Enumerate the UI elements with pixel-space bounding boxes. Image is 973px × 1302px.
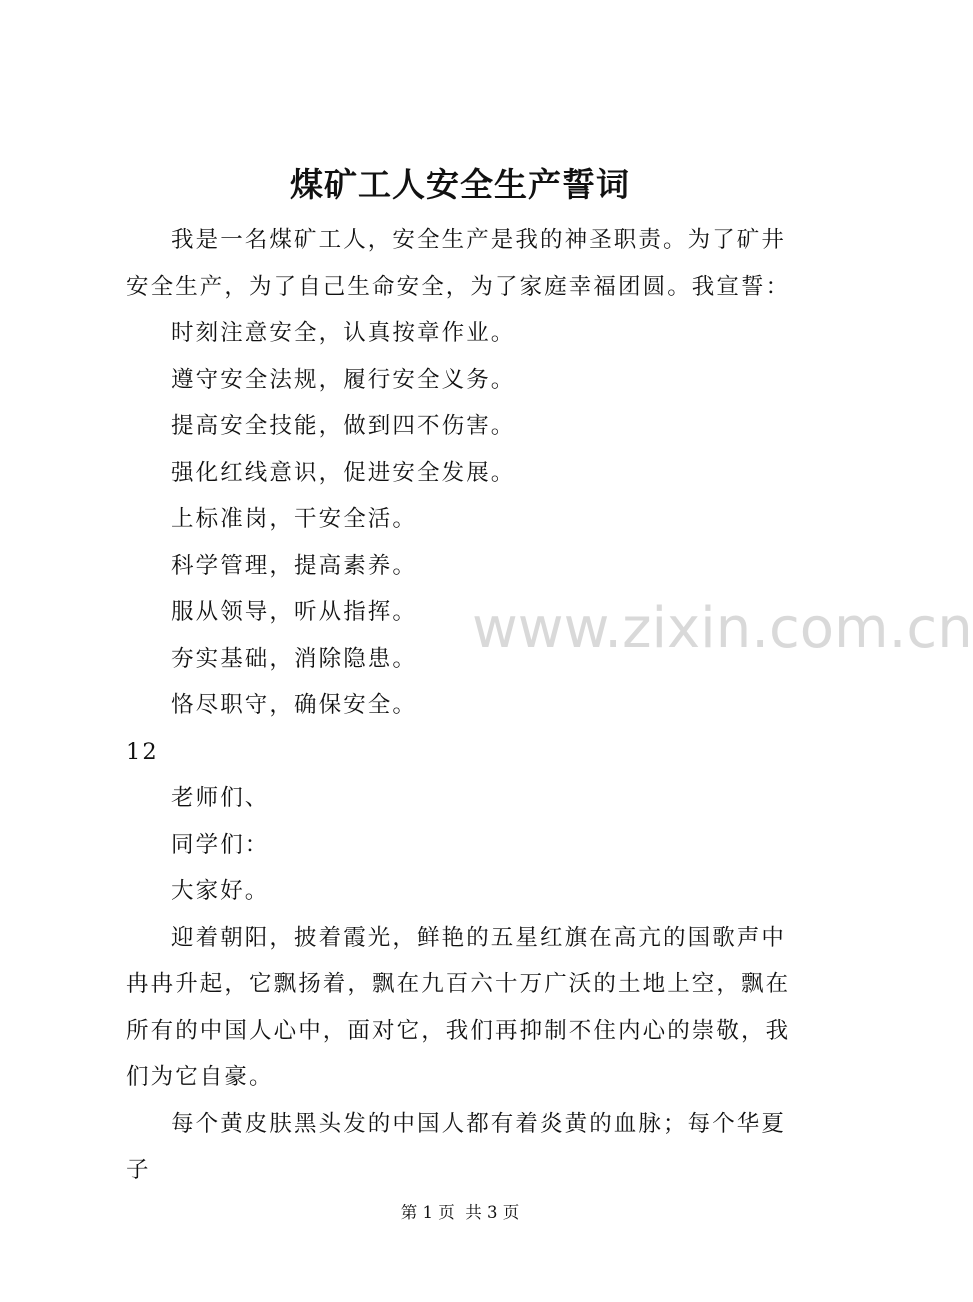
document-title: 煤矿工人安全生产誓词 [290,165,630,204]
paragraph: 我是一名煤矿工人，安全生产是我的神圣职责。为了矿井安全生产，为了自己生命安全，为了家庭幸福团圆。我宣誓： [126,227,791,300]
paragraph: 老师们、 [171,785,270,811]
paragraph: 科学管理，提高素养。 [171,552,418,579]
paragraph: 时刻注意安全，认真按章作业。 [171,320,516,346]
document-body [126,217,810,1194]
watermark: www.zixin.com.cn [472,596,973,661]
paragraph: 每个黄皮肤黑头发的中国人都有着炎黄的血脉；每个华夏子 [126,1110,787,1183]
page-number-label: 第 1 页 共 3 页 [400,1203,520,1222]
paragraph: 提高安全技能，做到四不伤害。 [171,413,516,439]
paragraph: 夯实基础，消除隐患。 [171,645,418,672]
paragraph: 大家好。 [171,878,270,904]
paragraph: 同学们： [171,831,270,858]
page-footer [0,1198,920,1228]
paragraph: 迎着朝阳，披着霞光，鲜艳的五星红旗在高亢的国歌声中冉冉升起，它飘扬着，飘在九百六十万广沃的土地上空，飘在所有的中国人心中，面对它，我们再抑制不住内心的崇敬，我们为它自豪。 [126,924,791,1090]
paragraph: 恪尽职守，确保安全。 [171,692,418,718]
paragraph: 服从领导，听从指挥。 [171,599,418,625]
paragraph: 12 [126,738,159,765]
paragraph: 强化红线意识，促进安全发展。 [171,459,516,486]
paragraph: 上标准岗，干安全活。 [171,506,418,532]
paragraph: 遵守安全法规，履行安全义务。 [171,366,516,393]
